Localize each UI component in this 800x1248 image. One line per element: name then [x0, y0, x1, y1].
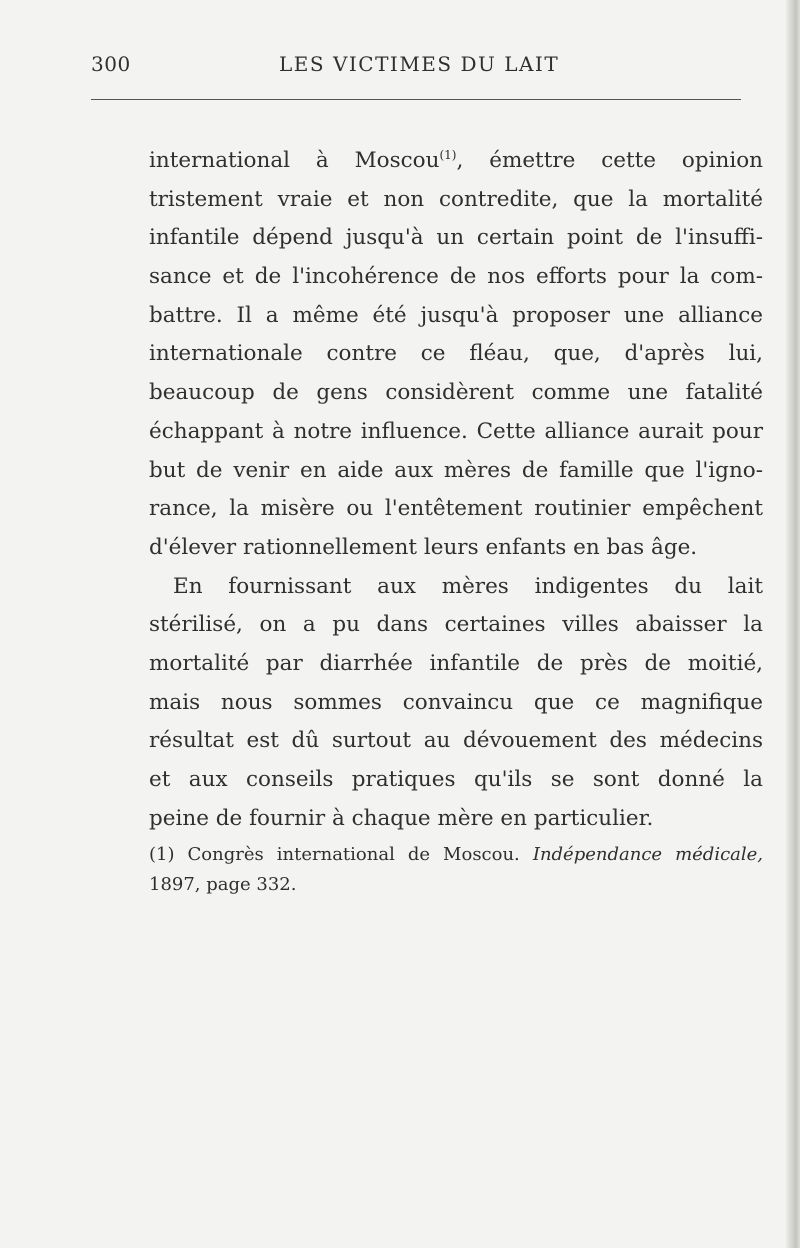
text-line: mais nous sommes convaincu que ce magnifique: [149, 689, 763, 715]
body-text: [149, 142, 763, 838]
text-line: international à Moscou$^{(1)}$, émettre cette opinion: [149, 147, 763, 173]
page-edge-shadow: [786, 0, 800, 1248]
text-line: mortalité par diarrhée infantile de près de moitié,: [149, 650, 763, 676]
text-line: internationale contre ce fléau, que, d'après lui,: [149, 341, 763, 367]
page-number: 300: [91, 52, 131, 76]
footnote-reference: (1): [439, 147, 457, 162]
text-line: beaucoup de gens considèrent comme une fatalité: [149, 380, 763, 406]
page-header: [91, 52, 751, 82]
text-line: sance et de l'incohérence de nos efforts pour la com-: [149, 264, 763, 290]
text-line: d'élever rationnellement leurs enfants en bas âge.: [149, 534, 698, 560]
running-title: LES VICTIMES DU LAIT: [279, 52, 560, 76]
text-line: et aux conseils pratiques qu'ils se sont donné la: [149, 767, 763, 792]
text-line: infantile dépend jusqu'à un certain point de l'insuffi-: [149, 225, 763, 251]
footnote-marker: (1): [149, 844, 175, 865]
text-line: battre. Il a même été jusqu'à proposer une alliance: [149, 302, 763, 328]
footnote-source: Indépendance médicale,: [532, 844, 764, 865]
text-line: peine de fournir à chaque mère en particulier.: [149, 805, 654, 831]
text-line: résultat est dû surtout au dévouement des médecins: [149, 728, 763, 754]
text-line: stérilisé, on a pu dans certaines villes abaisser la: [149, 612, 763, 638]
footnote: [149, 840, 763, 900]
text-line: but de venir en aide aux mères de famille que l'igno-: [149, 457, 763, 483]
header-rule: [91, 99, 741, 100]
footnote-text: Congrès international de Moscou.: [187, 844, 520, 865]
text-line: échappant à notre influence. Cette alliance aurait pour: [149, 418, 763, 444]
text-line: tristement vraie et non contredite, que la mortalité: [149, 186, 763, 212]
text-line: rance, la misère ou l'entêtement routinier empêchent: [149, 496, 763, 522]
footnote-line: 1897, page 332.: [149, 874, 297, 895]
footnote-line: [149, 840, 763, 870]
text-line: En fournissant aux mères indigentes du lait: [173, 573, 763, 599]
